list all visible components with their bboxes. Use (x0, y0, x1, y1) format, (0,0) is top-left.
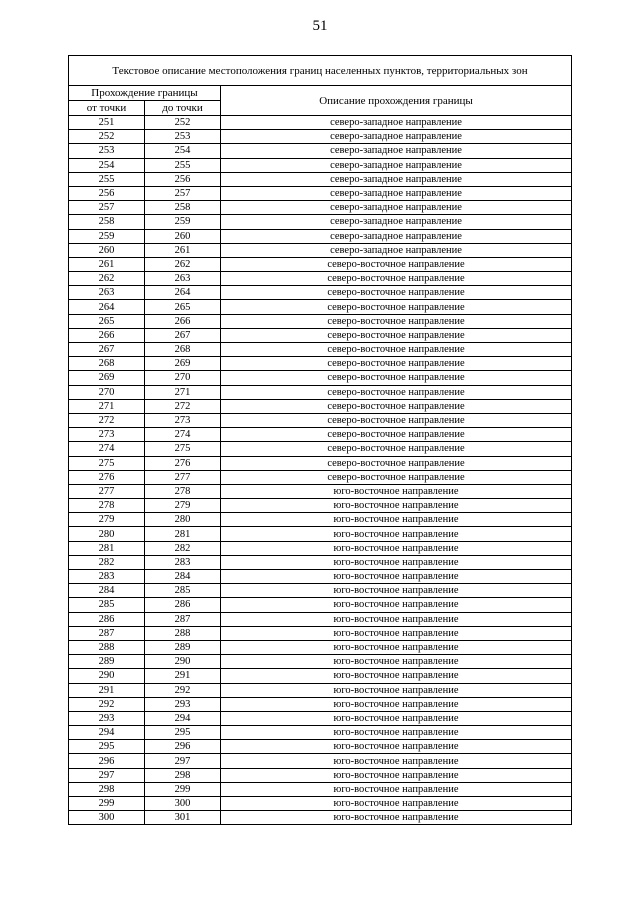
table-row (69, 243, 572, 257)
from-point-cell: 279 (69, 513, 145, 527)
table-row (69, 158, 572, 172)
to-point-cell: 294 (145, 711, 221, 725)
to-point-cell: 284 (145, 570, 221, 584)
from-point-cell: 275 (69, 456, 145, 470)
to-point-cell: 286 (145, 598, 221, 612)
table-row (69, 314, 572, 328)
to-point-cell: 298 (145, 768, 221, 782)
direction-description-cell: юго-восточное направление (221, 740, 572, 754)
table-row (69, 442, 572, 456)
direction-description-cell: юго-восточное направление (221, 570, 572, 584)
table-row (69, 598, 572, 612)
direction-description-cell: северо-западное направление (221, 158, 572, 172)
direction-description-cell: юго-восточное направление (221, 768, 572, 782)
direction-description-cell: юго-восточное направление (221, 782, 572, 796)
to-point-cell: 289 (145, 640, 221, 654)
table-title: Текстовое описание местоположения границ населенных пунктов, территориальных зон (69, 56, 572, 86)
table-row (69, 144, 572, 158)
to-point-cell: 293 (145, 697, 221, 711)
table-row (69, 797, 572, 811)
direction-description-cell: северо-восточное направление (221, 470, 572, 484)
from-point-cell: 297 (69, 768, 145, 782)
to-point-cell: 287 (145, 612, 221, 626)
table-row (69, 116, 572, 130)
table-row (69, 513, 572, 527)
direction-description-cell: юго-восточное направление (221, 598, 572, 612)
to-point-cell: 262 (145, 257, 221, 271)
from-point-cell: 281 (69, 541, 145, 555)
to-point-cell: 260 (145, 229, 221, 243)
to-point-cell: 277 (145, 470, 221, 484)
from-point-cell: 283 (69, 570, 145, 584)
to-point-cell: 272 (145, 399, 221, 413)
table-row (69, 640, 572, 654)
table-row (69, 215, 572, 229)
direction-description-cell: северо-восточное направление (221, 442, 572, 456)
to-point-cell: 267 (145, 328, 221, 342)
table-row (69, 484, 572, 498)
boundary-description-table (68, 55, 572, 825)
direction-description-cell: северо-западное направление (221, 186, 572, 200)
direction-description-cell: северо-восточное направление (221, 257, 572, 271)
table-row (69, 555, 572, 569)
direction-description-cell: юго-восточное направление (221, 640, 572, 654)
table-row (69, 470, 572, 484)
from-point-cell: 276 (69, 470, 145, 484)
from-point-cell: 251 (69, 116, 145, 130)
from-point-cell: 290 (69, 669, 145, 683)
from-point-cell: 269 (69, 371, 145, 385)
from-point-cell: 274 (69, 442, 145, 456)
to-point-cell: 268 (145, 343, 221, 357)
table-row (69, 428, 572, 442)
from-point-cell: 278 (69, 499, 145, 513)
table-row (69, 201, 572, 215)
from-point-cell: 254 (69, 158, 145, 172)
to-point-cell: 283 (145, 555, 221, 569)
direction-description-cell: юго-восточное направление (221, 513, 572, 527)
to-point-cell: 270 (145, 371, 221, 385)
from-point-cell: 287 (69, 626, 145, 640)
direction-description-cell: северо-восточное направление (221, 385, 572, 399)
table-row (69, 257, 572, 271)
to-point-cell: 282 (145, 541, 221, 555)
boundary-group-header: Прохождение границы (69, 86, 221, 101)
to-point-cell: 292 (145, 683, 221, 697)
direction-description-cell: юго-восточное направление (221, 555, 572, 569)
from-point-cell: 271 (69, 399, 145, 413)
direction-description-cell: северо-восточное направление (221, 272, 572, 286)
table-row (69, 782, 572, 796)
to-point-cell: 300 (145, 797, 221, 811)
table-row (69, 229, 572, 243)
table-row (69, 399, 572, 413)
from-point-cell: 253 (69, 144, 145, 158)
table-row (69, 130, 572, 144)
direction-description-cell: северо-восточное направление (221, 399, 572, 413)
from-point-cell: 299 (69, 797, 145, 811)
to-point-cell: 291 (145, 669, 221, 683)
from-point-cell: 264 (69, 300, 145, 314)
from-point-cell: 277 (69, 484, 145, 498)
from-point-cell: 266 (69, 328, 145, 342)
direction-description-cell: северо-восточное направление (221, 371, 572, 385)
from-point-cell: 280 (69, 527, 145, 541)
table-row (69, 740, 572, 754)
direction-description-cell: юго-восточное направление (221, 797, 572, 811)
from-point-cell: 256 (69, 186, 145, 200)
to-point-cell: 266 (145, 314, 221, 328)
description-column-header: Описание прохождения границы (221, 86, 572, 116)
to-point-cell: 271 (145, 385, 221, 399)
from-point-cell: 294 (69, 726, 145, 740)
to-point-column-header: до точки (145, 101, 221, 116)
from-point-cell: 285 (69, 598, 145, 612)
direction-description-cell: северо-западное направление (221, 229, 572, 243)
direction-description-cell: юго-восточное направление (221, 683, 572, 697)
direction-description-cell: юго-восточное направление (221, 541, 572, 555)
table-row (69, 570, 572, 584)
to-point-cell: 255 (145, 158, 221, 172)
direction-description-cell: юго-восточное направление (221, 754, 572, 768)
to-point-cell: 254 (145, 144, 221, 158)
table-row (69, 697, 572, 711)
table-row (69, 413, 572, 427)
to-point-cell: 269 (145, 357, 221, 371)
from-point-column-header: от точки (69, 101, 145, 116)
direction-description-cell: юго-восточное направление (221, 811, 572, 825)
from-point-cell: 252 (69, 130, 145, 144)
to-point-cell: 258 (145, 201, 221, 215)
direction-description-cell: северо-восточное направление (221, 343, 572, 357)
direction-description-cell: юго-восточное направление (221, 669, 572, 683)
to-point-cell: 281 (145, 527, 221, 541)
table-row (69, 669, 572, 683)
table-row (69, 626, 572, 640)
direction-description-cell: юго-восточное направление (221, 626, 572, 640)
table-row (69, 811, 572, 825)
to-point-cell: 264 (145, 286, 221, 300)
direction-description-cell: северо-восточное направление (221, 413, 572, 427)
table-row (69, 499, 572, 513)
direction-description-cell: юго-восточное направление (221, 726, 572, 740)
to-point-cell: 276 (145, 456, 221, 470)
from-point-cell: 259 (69, 229, 145, 243)
from-point-cell: 292 (69, 697, 145, 711)
direction-description-cell: юго-восточное направление (221, 711, 572, 725)
from-point-cell: 261 (69, 257, 145, 271)
direction-description-cell: северо-восточное направление (221, 428, 572, 442)
direction-description-cell: юго-восточное направление (221, 584, 572, 598)
from-point-cell: 295 (69, 740, 145, 754)
from-point-cell: 298 (69, 782, 145, 796)
direction-description-cell: северо-восточное направление (221, 357, 572, 371)
table-row (69, 527, 572, 541)
direction-description-cell: северо-западное направление (221, 116, 572, 130)
direction-description-cell: северо-западное направление (221, 144, 572, 158)
direction-description-cell: юго-восточное направление (221, 527, 572, 541)
from-point-cell: 282 (69, 555, 145, 569)
from-point-cell: 268 (69, 357, 145, 371)
to-point-cell: 280 (145, 513, 221, 527)
from-point-cell: 265 (69, 314, 145, 328)
from-point-cell: 272 (69, 413, 145, 427)
to-point-cell: 295 (145, 726, 221, 740)
table-row (69, 272, 572, 286)
table-row (69, 328, 572, 342)
direction-description-cell: северо-западное направление (221, 130, 572, 144)
from-point-cell: 257 (69, 201, 145, 215)
table-row (69, 456, 572, 470)
table-row (69, 711, 572, 725)
from-point-cell: 296 (69, 754, 145, 768)
table-row (69, 612, 572, 626)
to-point-cell: 275 (145, 442, 221, 456)
from-point-cell: 284 (69, 584, 145, 598)
to-point-cell: 257 (145, 186, 221, 200)
direction-description-cell: северо-восточное направление (221, 314, 572, 328)
direction-description-cell: юго-восточное направление (221, 484, 572, 498)
direction-description-cell: юго-восточное направление (221, 697, 572, 711)
from-point-cell: 260 (69, 243, 145, 257)
to-point-cell: 274 (145, 428, 221, 442)
to-point-cell: 299 (145, 782, 221, 796)
table-row (69, 683, 572, 697)
from-point-cell: 273 (69, 428, 145, 442)
to-point-cell: 296 (145, 740, 221, 754)
to-point-cell: 265 (145, 300, 221, 314)
table-row (69, 655, 572, 669)
to-point-cell: 261 (145, 243, 221, 257)
table-row (69, 343, 572, 357)
table-row (69, 768, 572, 782)
to-point-cell: 285 (145, 584, 221, 598)
from-point-cell: 270 (69, 385, 145, 399)
to-point-cell: 297 (145, 754, 221, 768)
direction-description-cell: северо-восточное направление (221, 300, 572, 314)
from-point-cell: 300 (69, 811, 145, 825)
to-point-cell: 252 (145, 116, 221, 130)
from-point-cell: 288 (69, 640, 145, 654)
direction-description-cell: северо-западное направление (221, 243, 572, 257)
from-point-cell: 263 (69, 286, 145, 300)
to-point-cell: 278 (145, 484, 221, 498)
to-point-cell: 253 (145, 130, 221, 144)
from-point-cell: 286 (69, 612, 145, 626)
direction-description-cell: юго-восточное направление (221, 655, 572, 669)
from-point-cell: 293 (69, 711, 145, 725)
direction-description-cell: северо-восточное направление (221, 328, 572, 342)
table-row (69, 357, 572, 371)
to-point-cell: 263 (145, 272, 221, 286)
to-point-cell: 290 (145, 655, 221, 669)
table-row (69, 371, 572, 385)
table-row (69, 385, 572, 399)
table-row (69, 584, 572, 598)
from-point-cell: 291 (69, 683, 145, 697)
table-row (69, 300, 572, 314)
to-point-cell: 259 (145, 215, 221, 229)
from-point-cell: 258 (69, 215, 145, 229)
from-point-cell: 289 (69, 655, 145, 669)
from-point-cell: 255 (69, 172, 145, 186)
from-point-cell: 262 (69, 272, 145, 286)
table-row (69, 754, 572, 768)
direction-description-cell: северо-восточное направление (221, 456, 572, 470)
direction-description-cell: северо-западное направление (221, 172, 572, 186)
table-row (69, 186, 572, 200)
to-point-cell: 301 (145, 811, 221, 825)
to-point-cell: 279 (145, 499, 221, 513)
to-point-cell: 273 (145, 413, 221, 427)
table-row (69, 172, 572, 186)
from-point-cell: 267 (69, 343, 145, 357)
table-body (69, 116, 572, 825)
page-number: 51 (312, 18, 328, 34)
direction-description-cell: северо-восточное направление (221, 286, 572, 300)
to-point-cell: 288 (145, 626, 221, 640)
table-row (69, 541, 572, 555)
direction-description-cell: северо-западное направление (221, 215, 572, 229)
to-point-cell: 256 (145, 172, 221, 186)
direction-description-cell: юго-восточное направление (221, 612, 572, 626)
table-row (69, 726, 572, 740)
table-row (69, 286, 572, 300)
direction-description-cell: северо-западное направление (221, 201, 572, 215)
direction-description-cell: юго-восточное направление (221, 499, 572, 513)
